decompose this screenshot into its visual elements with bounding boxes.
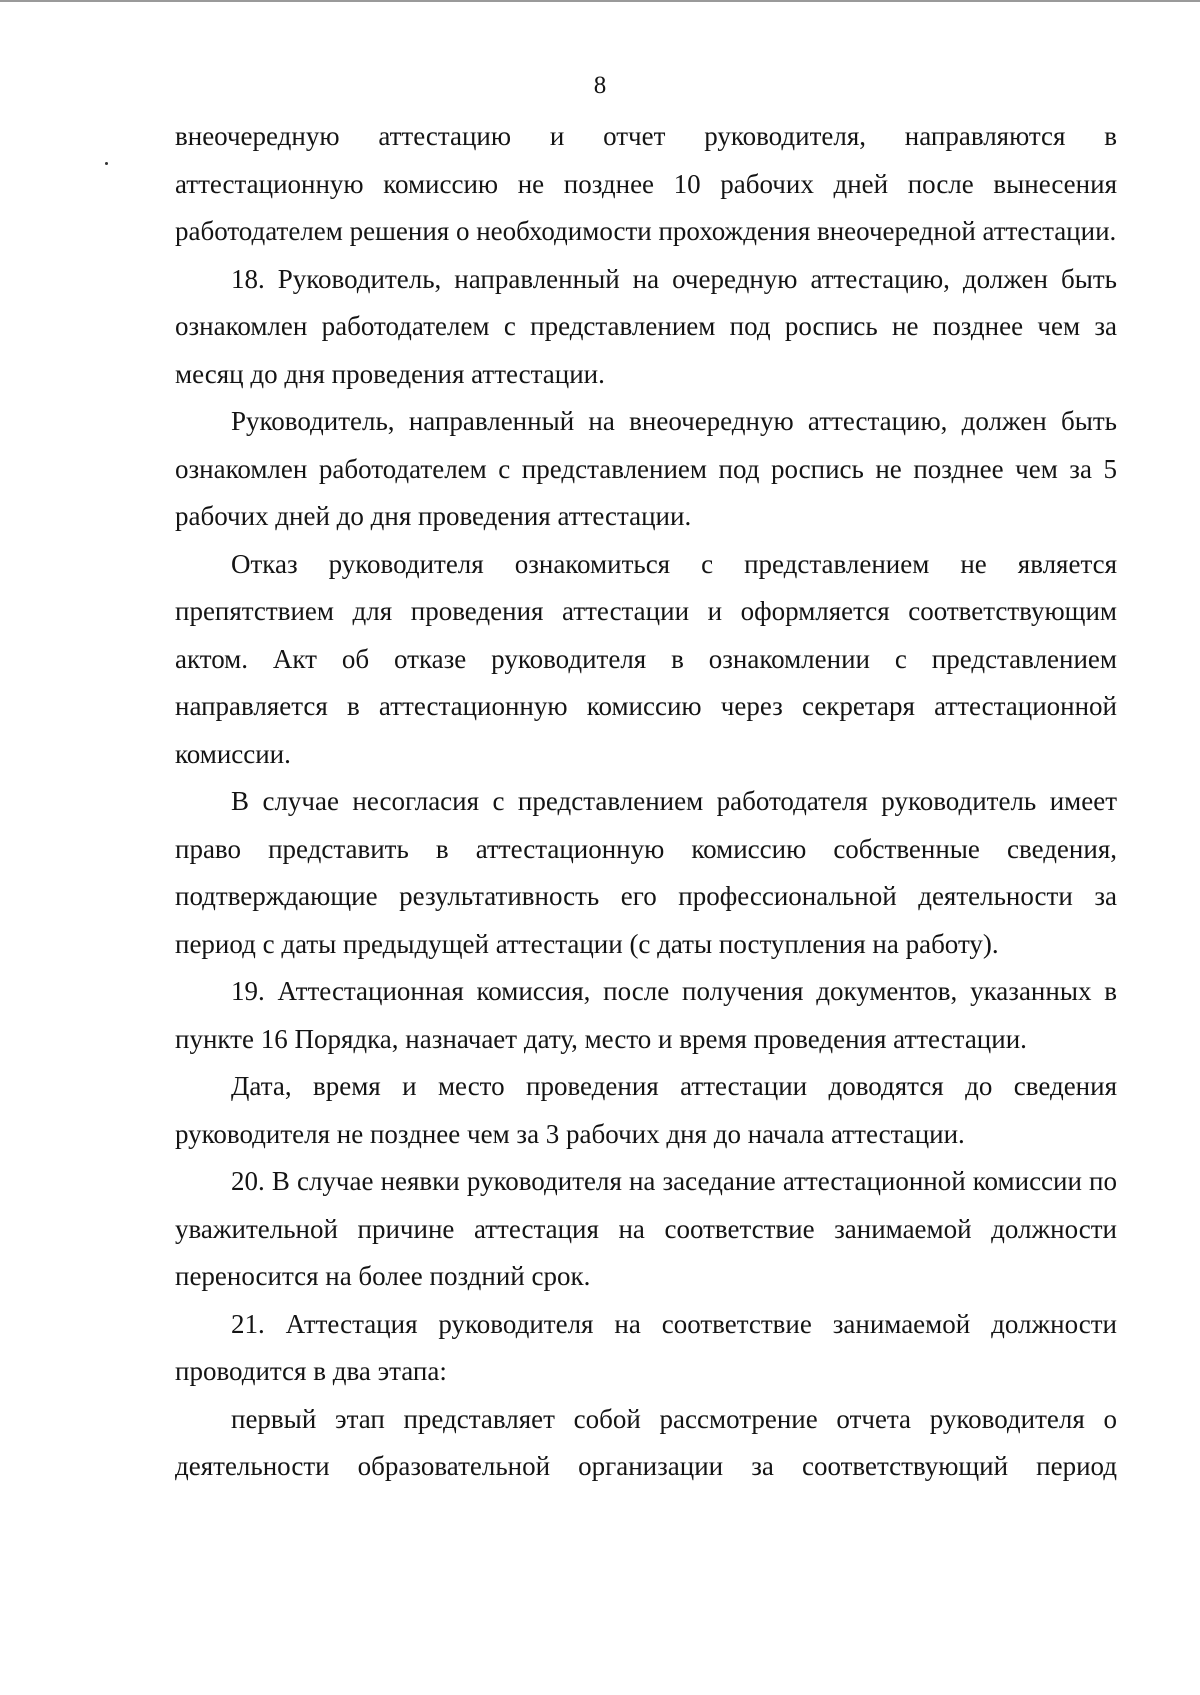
paragraph-20: 20. В случае неявки руководителя на заседание аттестационной комиссии по уважительной причине аттестация на соответствие занимаемой должности переносится на более поздний срок. [175, 1166, 1117, 1291]
paragraph-18: 18. Руководитель, направленный на очередную аттестацию, должен быть ознакомлен работодателем с представлением под роспись не позднее чем за месяц до дня проведения аттестации. [175, 263, 1117, 389]
scan-speck [105, 162, 108, 165]
paragraph-continuation: внеочередную аттестацию и отчет руководителя, направляются в аттестационную комиссию не позднее 10 рабочих дней после вынесения работодателем решения о необходимости прохождения внеочередной аттестации. [175, 121, 1117, 246]
paragraph-19: 19. Аттестационная комиссия, после получения документов, указанных в пункте 16 Порядка, назначает дату, место и время проведения аттестации. [175, 976, 1117, 1054]
paragraph-19-notice: Дата, время и место проведения аттестации доводятся до сведения руководителя не позднее чем за 3 рабочих дня до начала аттестации. [175, 1071, 1117, 1149]
paragraph-18-extraordinary: Руководитель, направленный на внеочередную аттестацию, должен быть ознакомлен работодателем с представлением под роспись не позднее чем за 5 рабочих дней до дня проведения аттестации. [175, 406, 1117, 531]
paragraph-disagreement: В случае несогласия с представлением работодателя руководитель имеет право представить в аттестационную комиссию собственные сведения, подтверждающие результативность его профессиональной деятельности за период с даты предыдущей аттестации (с даты поступления на работу). [175, 786, 1117, 959]
page-top-edge [0, 0, 1200, 2]
paragraph-first-stage: первый этап представляет собой рассмотрение отчета руководителя о деятельности образовательной организации за соответствующий период [175, 1403, 1117, 1481]
paragraph-21: 21. Аттестация руководителя на соответствие занимаемой должности проводится в два этапа: [175, 1308, 1117, 1386]
page-number: 8 [593, 72, 607, 99]
paragraph-refusal: Отказ руководителя ознакомиться с представлением не является препятствием для проведения аттестации и оформляется соответствующим актом. Акт об отказе руководителя в ознакомлении с представлением направляется в аттестационную комиссию через секретаря аттестационной комиссии. [175, 548, 1117, 769]
document-body [175, 113, 1117, 1491]
